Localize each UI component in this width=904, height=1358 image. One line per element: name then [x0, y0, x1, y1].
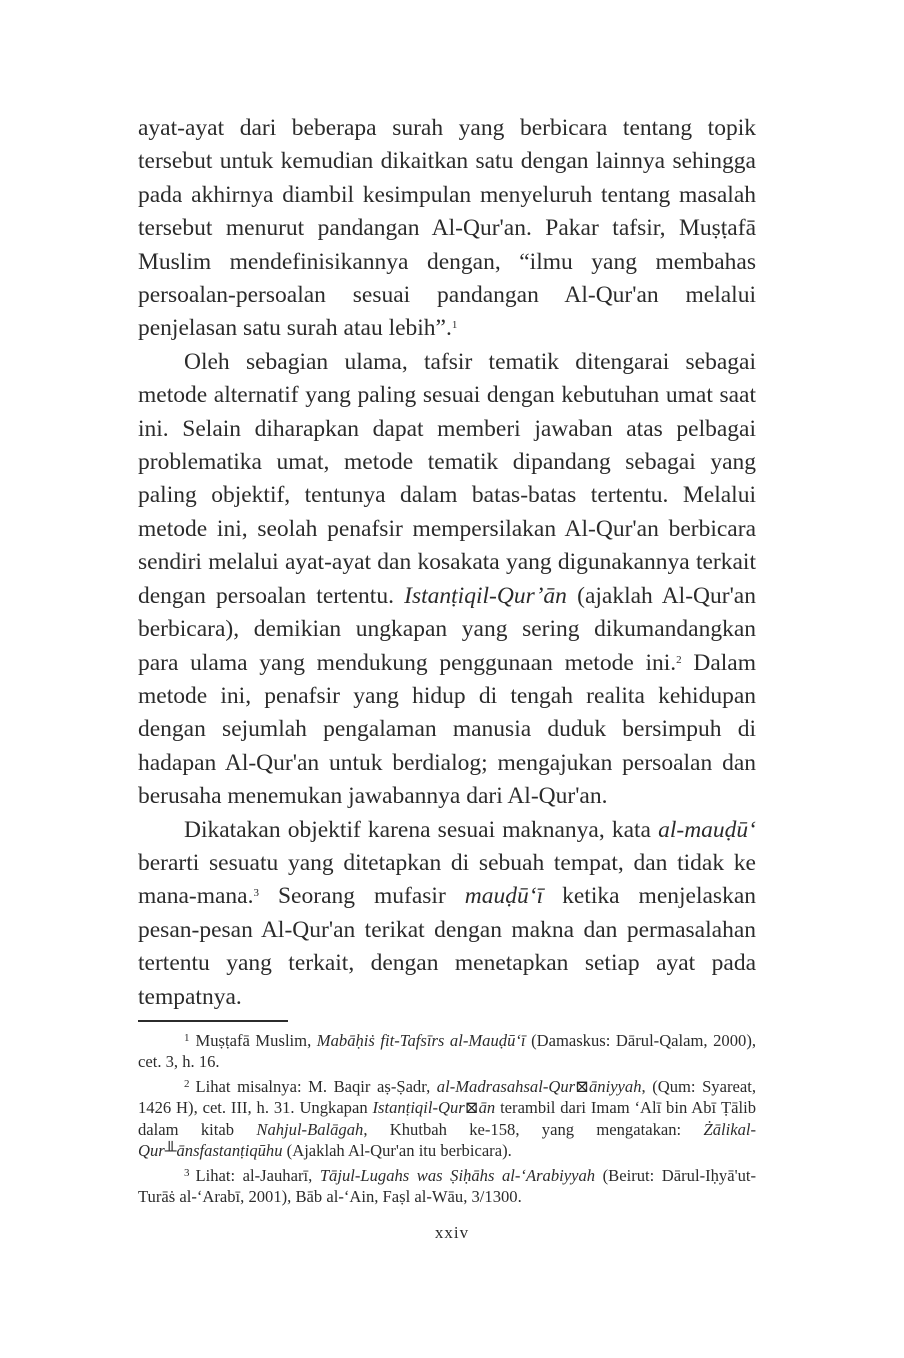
footnote-3-title: Tājul-Lugahs was Ṣiḥāhs al-ʻArabiyyah	[319, 1165, 596, 1185]
paragraph-2-text-a: Oleh sebagian ulama, tafsir tematik ditengarai sebagai metode alternatif yang paling sesuai dengan kebutuhan umat saat ini. Selain diharapkan dapat memberi jawaban atas pelbagai problematika umat, metode tematik dipandang sebagai yang paling objektif, tentunya dalam batas-batas tertentu. Melalui metode ini, seolah penafsir mempersilakan Al-Qur'an berbicara sendiri melalui ayat-ayat dan kosakata yang digunakannya terkait dengan persoalan tertentu.	[138, 348, 756, 609]
footnote-2-title-1: al-Madrasahsal-Qur⊠āniyyah	[436, 1076, 642, 1096]
footnote-ref-2[interactable]: 2	[676, 653, 682, 666]
page-content	[138, 112, 756, 1211]
paragraph-3-italic-term-2: mauḍū‘ī	[464, 883, 544, 910]
paragraph-2-text-c: Dalam metode ini, penafsir yang hidup di tengah realita kehidupan dengan sejumlah pengalaman manusia duduk bersimpuh di hadapan Al-Qur'an untuk berdialog; mengajukan persoalan dan berusaha menemukan jawabannya dari Al-Qur'an.	[138, 649, 757, 810]
footnote-2-title-4: Żālikal-Qur╨ānsfastanṭiqūhu	[138, 1119, 757, 1161]
footnote-1-text-b: (Damaskus: Dārul-Qalam, 2000), cet. 3, h. 16.	[138, 1030, 757, 1072]
footnote-2-number: 2	[184, 1077, 190, 1090]
footnote-3-number: 3	[184, 1166, 190, 1179]
footnote-1-text-a: Muṣṭafā Muslim,	[195, 1030, 317, 1050]
paragraph-3-italic-term-1: al-mauḍū‘	[658, 816, 756, 843]
footnote-2-title-2: Istanṭiqil-Qur⊠ān	[372, 1098, 496, 1118]
footnote-3-text-a: Lihat: al-Jauharī,	[195, 1165, 320, 1185]
footnote-ref-1[interactable]: 1	[451, 319, 458, 332]
footnote-2-title-3: Nahjul-Balāgah	[256, 1119, 364, 1139]
footnote-1	[138, 1030, 756, 1073]
footnote-2-text-c: terambil dari Imam ʻAlī bin Abī Ṭālib dalam kitab	[138, 1098, 756, 1139]
footnote-1-title: Mabāḥiṡ fit-Tafsīrs al-Mauḍū‘ī	[316, 1030, 526, 1050]
footnote-ref-3[interactable]: 3	[253, 887, 259, 900]
paragraph-3-text-d: ketika menjelaskan pesan-pesan Al-Qur'an terikat dengan makna dan permasalahan tertentu yang terkait, dengan menetapkan setiap ayat pada tempatnya.	[138, 883, 757, 1010]
footnote-2-text-e: (Ajaklah Al-Qur'an itu berbicara).	[282, 1141, 512, 1161]
footnote-3	[138, 1165, 756, 1208]
footnote-2	[138, 1076, 756, 1162]
paragraph-3-text-c: Seorang mufasir	[258, 883, 465, 910]
footnote-2-text-d: , Khutbah ke-158, yang mengatakan:	[363, 1119, 704, 1139]
footnote-1-number: 1	[184, 1031, 190, 1044]
paragraph-3	[138, 814, 756, 1014]
footnote-divider	[138, 1020, 288, 1022]
paragraph-3-text-a: Dikatakan objektif karena sesuai maknanya, kata	[184, 816, 659, 843]
page-number: xxiv	[434, 1223, 470, 1242]
footnotes	[138, 1030, 756, 1208]
paragraph-2	[138, 346, 756, 814]
footnote-3-text-b: (Beirut: Dārul-Iḥyā'ut-Turāṡ al-ʻArabī, 2001), Bāb al-ʻAin, Faṣl al-Wāu, 3/1300.	[138, 1165, 757, 1207]
paragraph-1	[138, 112, 756, 346]
paragraph-1-text: ayat-ayat dari beberapa surah yang berbicara tentang topik tersebut untuk kemudian dikaitkan satu dengan lainnya sehingga pada akhirnya diambil kesimpulan menyeluruh tentang masalah tersebut menurut pandangan Al-Qur'an. Pakar tafsir, Muṣṭafā Muslim mendefinisikannya dengan, “ilmu yang membahas persoalan-persoalan sesuai pandangan Al-Qur'an melalui penjelasan satu surah atau lebih”.	[138, 115, 756, 342]
paragraph-3-text-b: berarti sesuatu yang ditetapkan di sebuah tempat, dan tidak ke mana-mana.	[138, 849, 756, 910]
paragraph-2-italic-term: Istanṭiqil-Qur’ān	[404, 582, 567, 609]
footnote-2-text-a: Lihat misalnya: M. Baqir aṣ-Ṣadr,	[195, 1076, 437, 1096]
paragraph-2-text-b: (ajaklah Al-Qur'an berbicara), demikian ungkapan yang sering dikumandangkan para ulama yang mendukung penggunaan metode ini.	[138, 582, 756, 676]
footnote-2-text-b: , (Qum: Syareat, 1426 H), cet. III, h. 31. Ungkapan	[138, 1076, 756, 1118]
